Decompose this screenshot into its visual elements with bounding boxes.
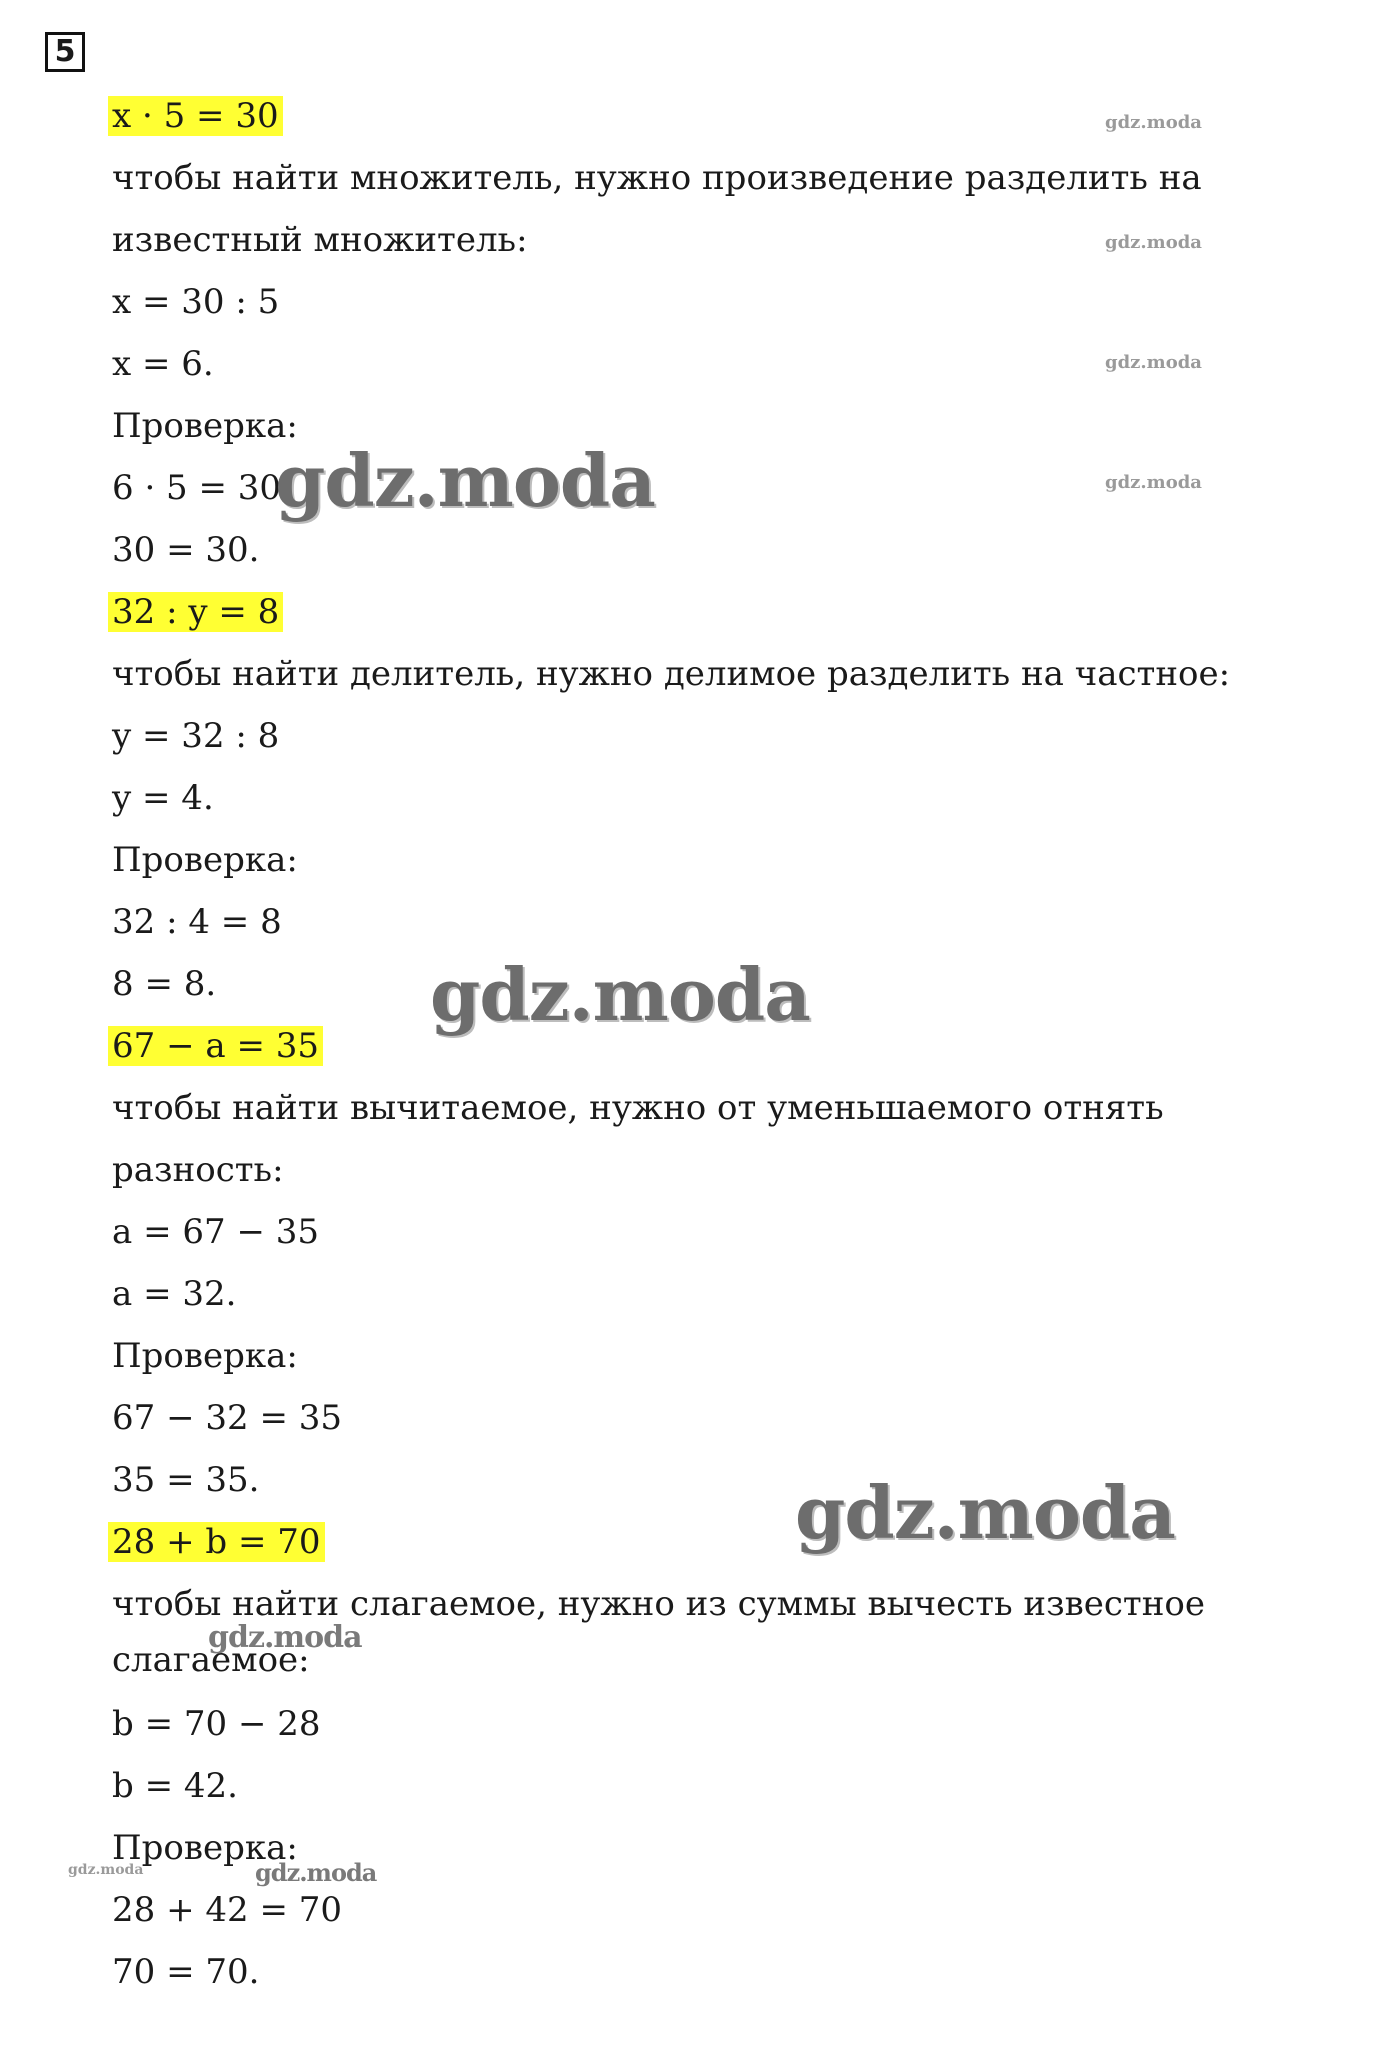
equation-highlighted [112,92,283,140]
explanation-text: слагаемое: [112,1640,310,1680]
watermark: gdz.moda [275,438,655,523]
watermark: gdz.moda [795,1470,1175,1555]
task-number-box: 5 [45,32,85,72]
check-heading: Проверка: [112,1828,298,1868]
check-heading: Проверка: [112,1336,298,1376]
solution-line: x = 30 : 5 [112,282,280,322]
watermark: gdz.moda [1105,352,1202,373]
watermark: gdz.moda [68,1862,144,1878]
explanation-text: чтобы найти делитель, нужно делимое разделить на частное: [112,654,1231,694]
watermark: gdz.moda [1105,472,1202,493]
check-heading: Проверка: [112,406,298,446]
solution-line: b = 70 − 28 [112,1704,321,1744]
watermark: gdz.moda [208,1620,362,1655]
solution-line: b = 42. [112,1766,238,1806]
check-line: 35 = 35. [112,1460,260,1500]
solution-line: x = 6. [112,344,214,384]
line-text: x · 5 = 30 [108,96,283,136]
check-line: 8 = 8. [112,964,217,1004]
equation-highlighted [112,1022,323,1070]
watermark: gdz.moda [1105,112,1202,133]
line-text: 28 + b = 70 [108,1522,325,1562]
watermark: gdz.moda [430,952,810,1037]
line-text: 67 − a = 35 [108,1026,323,1066]
explanation-text: чтобы найти слагаемое, нужно из суммы вычесть известное [112,1584,1205,1624]
check-line: 6 · 5 = 30 [112,468,282,508]
solution-line: a = 67 − 35 [112,1212,320,1252]
check-heading: Проверка: [112,840,298,880]
watermark: gdz.moda [255,1858,377,1887]
explanation-text: разность: [112,1150,284,1190]
check-line: 28 + 42 = 70 [112,1890,342,1930]
explanation-text: известный множитель: [112,220,528,260]
solution-line: y = 4. [112,778,214,818]
watermark: gdz.moda [1105,232,1202,253]
check-line: 32 : 4 = 8 [112,902,282,942]
explanation-text: чтобы найти множитель, нужно произведение разделить на [112,158,1202,198]
check-line: 70 = 70. [112,1952,260,1992]
solution-line: y = 32 : 8 [112,716,280,756]
equation-highlighted [112,588,283,636]
explanation-text: чтобы найти вычитаемое, нужно от уменьшаемого отнять [112,1088,1164,1128]
check-line: 67 − 32 = 35 [112,1398,342,1438]
solution-line: a = 32. [112,1274,237,1314]
equation-highlighted [112,1518,325,1566]
check-line: 30 = 30. [112,530,260,570]
line-text: 32 : y = 8 [108,592,283,632]
